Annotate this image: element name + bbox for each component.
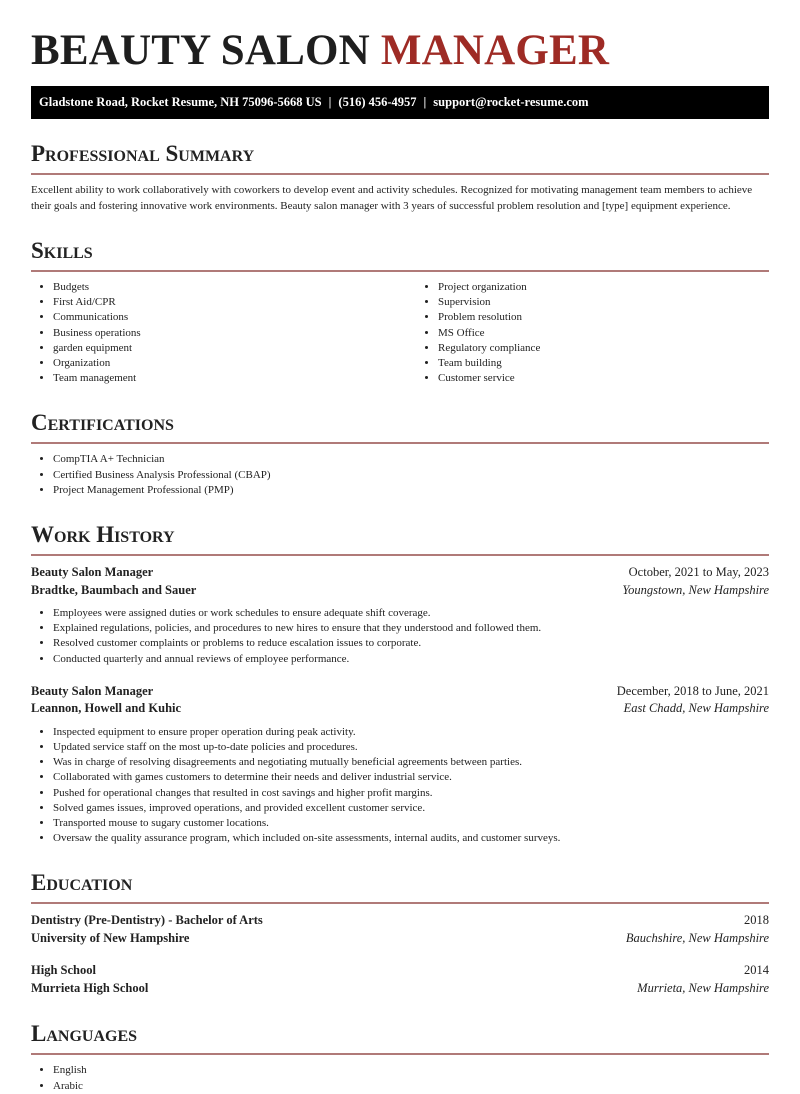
contact-address: Gladstone Road, Rocket Resume, NH 75096-5668 US xyxy=(39,95,322,109)
list-item: • Solved games issues, improved operations, and provided excellent customer service. xyxy=(53,801,769,816)
list-item: • Team building xyxy=(438,356,800,371)
list-item: • CompTIA A+ Technician xyxy=(53,452,769,467)
degree: High School xyxy=(31,963,96,978)
list-item: • Arabic xyxy=(53,1079,769,1094)
list-item: • Customer service xyxy=(438,371,800,386)
list-item: • Supervision xyxy=(438,295,800,310)
contact-bar xyxy=(31,86,769,119)
list-item: • Team management xyxy=(53,371,416,386)
job-company: Bradtke, Baumbach and Sauer xyxy=(31,582,197,597)
list-item: • Communications xyxy=(53,310,416,325)
education-entry xyxy=(31,912,769,947)
list-item: • garden equipment xyxy=(53,341,416,356)
list-item: • Budgets xyxy=(53,280,416,295)
list-item: • English xyxy=(53,1063,769,1078)
skills-list-right xyxy=(416,280,800,386)
title-accent: MANAGER xyxy=(380,27,610,74)
section-heading: Certifications xyxy=(31,410,769,444)
list-item: • First Aid/CPR xyxy=(53,295,416,310)
languages-list xyxy=(31,1063,769,1093)
list-item: • Oversaw the quality assurance program, which included on-site assessments, internal audits, and customer surveys. xyxy=(53,831,769,846)
job-title: Beauty Salon Manager xyxy=(31,683,154,698)
list-item: • MS Office xyxy=(438,326,800,341)
job-entry xyxy=(31,564,769,667)
resume-title xyxy=(31,0,769,74)
summary-text: Excellent ability to work collaboratively with coworkers to develop event and activity schedules. Recognized for motivating management team members to achieve their goals and fostering innovative work environments. Beauty salon manager with 3 years of successful problem resolution and [type] equipment experience. xyxy=(31,184,753,212)
education-section xyxy=(31,870,769,997)
certifications-section xyxy=(31,410,769,498)
section-heading: Education xyxy=(31,870,769,904)
list-item: • Project Management Professional (PMP) xyxy=(53,483,769,498)
school-location: Bauchshire, New Hampshire xyxy=(625,930,769,945)
separator: | xyxy=(423,95,427,109)
contact-phone: (516) 456-4957 xyxy=(338,95,417,109)
school: University of New Hampshire xyxy=(31,930,190,945)
job-title: Beauty Salon Manager xyxy=(31,565,154,580)
section-heading: Languages xyxy=(31,1021,769,1055)
languages-section xyxy=(31,1021,769,1093)
list-item: • Was in charge of resolving disagreements and negotiating mutually beneficial agreements between parties. xyxy=(53,755,769,770)
school: Murrieta High School xyxy=(31,980,149,995)
separator: | xyxy=(328,95,332,109)
list-item: • Collaborated with games customers to determine their needs and deliver industrial service. xyxy=(53,770,769,785)
list-item: • Project organization xyxy=(438,280,800,295)
job-entry xyxy=(31,683,769,847)
job-location: Youngstown, New Hampshire xyxy=(622,582,769,597)
year: 2018 xyxy=(744,913,769,928)
section-heading: Work History xyxy=(31,522,769,556)
certifications-list xyxy=(31,452,769,498)
list-item: • Business operations xyxy=(53,326,416,341)
title-main: BEAUTY SALON xyxy=(31,27,370,74)
job-bullets xyxy=(31,606,769,667)
list-item: • Problem resolution xyxy=(438,310,800,325)
section-heading: Skills xyxy=(31,238,769,272)
list-item: • Certified Business Analysis Professional (CBAP) xyxy=(53,468,769,483)
job-location: East Chadd, New Hampshire xyxy=(623,701,769,716)
job-bullets xyxy=(31,725,769,847)
degree: Dentistry (Pre-Dentistry) - Bachelor of Arts xyxy=(31,913,263,928)
job-company: Leannon, Howell and Kuhic xyxy=(31,701,182,716)
job-dates: October, 2021 to May, 2023 xyxy=(628,565,769,580)
list-item: • Employees were assigned duties or work schedules to ensure adequate shift coverage. xyxy=(53,606,769,621)
list-item: • Transported mouse to sugary customer locations. xyxy=(53,816,769,831)
skills-list-left xyxy=(31,280,416,386)
list-item: • Resolved customer complaints or problems to reduce escalation issues to corporate. xyxy=(53,636,769,651)
list-item: • Pushed for operational changes that resulted in cost savings and higher profit margins. xyxy=(53,786,769,801)
work-history-section xyxy=(31,522,769,846)
education-entry xyxy=(31,962,769,997)
list-item: • Updated service staff on the most up-to-date policies and procedures. xyxy=(53,740,769,755)
year: 2014 xyxy=(744,963,769,978)
contact-email[interactable]: support@rocket-resume.com xyxy=(433,95,589,109)
list-item: • Inspected equipment to ensure proper operation during peak activity. xyxy=(53,725,769,740)
section-heading: Professional Summary xyxy=(31,141,769,175)
list-item: • Organization xyxy=(53,356,416,371)
skills-section xyxy=(31,238,769,386)
list-item: • Conducted quarterly and annual reviews of employee performance. xyxy=(53,652,769,667)
list-item: • Explained regulations, policies, and procedures to new hires to ensure that they understood and followed them. xyxy=(53,621,769,636)
summary-section xyxy=(31,141,769,214)
school-location: Murrieta, New Hampshire xyxy=(637,980,769,995)
list-item: • Regulatory compliance xyxy=(438,341,800,356)
job-dates: December, 2018 to June, 2021 xyxy=(616,683,769,698)
